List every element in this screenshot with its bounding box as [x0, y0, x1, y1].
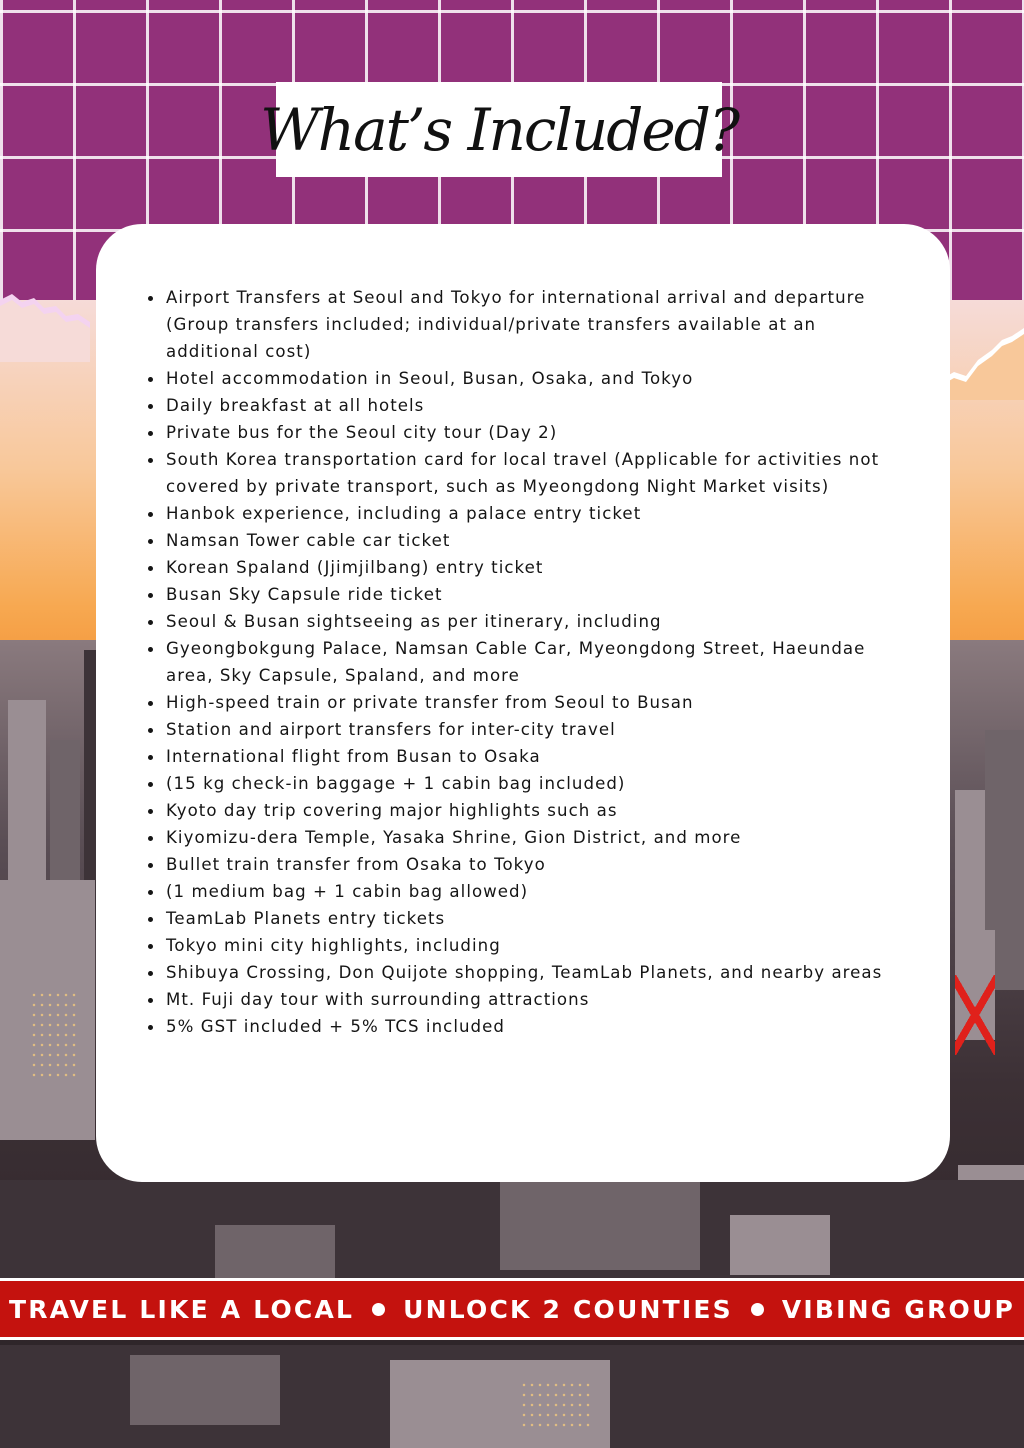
bullet-icon — [148, 458, 153, 463]
bullet-icon — [148, 512, 153, 517]
bullet-icon — [148, 863, 153, 868]
banner-text-unlock: UNLOCK 2 COUNTIES — [403, 1294, 733, 1324]
list-item-text: (15 kg check-in baggage + 1 cabin bag included) — [166, 774, 626, 793]
list-item-text: Private bus for the Seoul city tour (Day 2) — [166, 423, 558, 442]
bullet-icon — [148, 917, 153, 922]
bullet-icon — [148, 431, 153, 436]
bullet-icon — [148, 296, 153, 301]
inclusions-card — [96, 224, 950, 1182]
list-item-text: Gyeongbokgung Palace, Namsan Cable Car, Myeongdong Street, Haeundae area, Sky Capsule, Spaland, and more — [166, 639, 866, 685]
list-item — [148, 527, 910, 554]
bullet-icon — [148, 539, 153, 544]
torn-paper-edge-right — [940, 320, 1024, 400]
list-item-text: Shibuya Crossing, Don Quijote shopping, TeamLab Planets, and nearby areas — [166, 963, 883, 982]
list-item — [148, 284, 910, 365]
bullet-icon — [148, 782, 153, 787]
tokyo-tower-silhouette — [955, 975, 995, 1055]
list-item-text: Kyoto day trip covering major highlights such as — [166, 801, 618, 820]
bullet-icon — [148, 593, 153, 598]
list-item — [148, 716, 910, 743]
bullet-icon — [148, 1025, 153, 1030]
list-item-text: Daily breakfast at all hotels — [166, 396, 425, 415]
list-item-text: Namsan Tower cable car ticket — [166, 531, 451, 550]
list-item-text: Kiyomizu-dera Temple, Yasaka Shrine, Gion District, and more — [166, 828, 742, 847]
bullet-icon — [148, 998, 153, 1003]
list-item — [148, 797, 910, 824]
banner-text-travel: TRAVEL LIKE A LOCAL — [8, 1294, 355, 1324]
list-item — [148, 743, 910, 770]
bullet-icon — [148, 377, 153, 382]
bullet-icon — [148, 836, 153, 841]
bullet-icon — [148, 971, 153, 976]
bullet-icon — [148, 647, 153, 652]
list-item — [148, 689, 910, 716]
list-item-text: 5% GST included + 5% TCS included — [166, 1017, 505, 1036]
list-item-text: High-speed train or private transfer from Seoul to Busan — [166, 693, 694, 712]
list-item — [148, 932, 910, 959]
list-item — [148, 419, 910, 446]
list-item — [148, 824, 910, 851]
list-item-text: Tokyo mini city highlights, including — [166, 936, 501, 955]
bullet-icon — [148, 404, 153, 409]
list-item — [148, 1013, 910, 1040]
tagline-banner — [0, 1278, 1024, 1340]
list-item-text: Hotel accommodation in Seoul, Busan, Osaka, and Tokyo — [166, 369, 694, 388]
list-item — [148, 554, 910, 581]
list-item-text: Bullet train transfer from Osaka to Tokyo — [166, 855, 546, 874]
dot-separator-icon — [372, 1303, 385, 1316]
bullet-icon — [148, 701, 153, 706]
list-item-text: TeamLab Planets entry tickets — [166, 909, 446, 928]
list-item — [148, 851, 910, 878]
list-item — [148, 446, 910, 500]
list-item — [148, 392, 910, 419]
bullet-icon — [148, 620, 153, 625]
list-item-text: South Korea transportation card for local travel (Applicable for activities not covered by private transport, such as Myeongdong Night Market visits) — [166, 450, 880, 496]
list-item-text: Mt. Fuji day tour with surrounding attractions — [166, 990, 590, 1009]
bullet-icon — [148, 890, 153, 895]
list-item-text: Seoul & Busan sightseeing as per itinerary, including — [166, 612, 662, 631]
inclusions-list — [148, 284, 910, 1040]
bullet-icon — [148, 809, 153, 814]
list-item-text: (1 medium bag + 1 cabin bag allowed) — [166, 882, 529, 901]
page-title: What’s Included? — [260, 95, 738, 164]
list-item — [148, 608, 910, 635]
list-item-text: Korean Spaland (Jjimjilbang) entry ticket — [166, 558, 544, 577]
bullet-icon — [148, 755, 153, 760]
list-item-text: Busan Sky Capsule ride ticket — [166, 585, 443, 604]
list-item — [148, 365, 910, 392]
bullet-icon — [148, 728, 153, 733]
torn-paper-edge-left — [0, 292, 90, 362]
list-item-text: Station and airport transfers for inter-city travel — [166, 720, 616, 739]
banner-text-vibing: VIBING GROUP — [781, 1294, 1016, 1324]
list-item — [148, 770, 910, 797]
list-item — [148, 905, 910, 932]
list-item — [148, 500, 910, 527]
list-item — [148, 581, 910, 608]
bullet-icon — [148, 944, 153, 949]
list-item-text: Hanbok experience, including a palace entry ticket — [166, 504, 642, 523]
list-item-text: International flight from Busan to Osaka — [166, 747, 541, 766]
list-item — [148, 959, 910, 986]
list-item — [148, 635, 910, 689]
list-item — [148, 986, 910, 1013]
list-item-text: Airport Transfers at Seoul and Tokyo for international arrival and departure (Group transfers included; individual/private transfers available at an additional cost) — [166, 288, 866, 361]
dot-separator-icon — [751, 1303, 764, 1316]
bullet-icon — [148, 566, 153, 571]
title-box — [260, 82, 738, 177]
list-item — [148, 878, 910, 905]
